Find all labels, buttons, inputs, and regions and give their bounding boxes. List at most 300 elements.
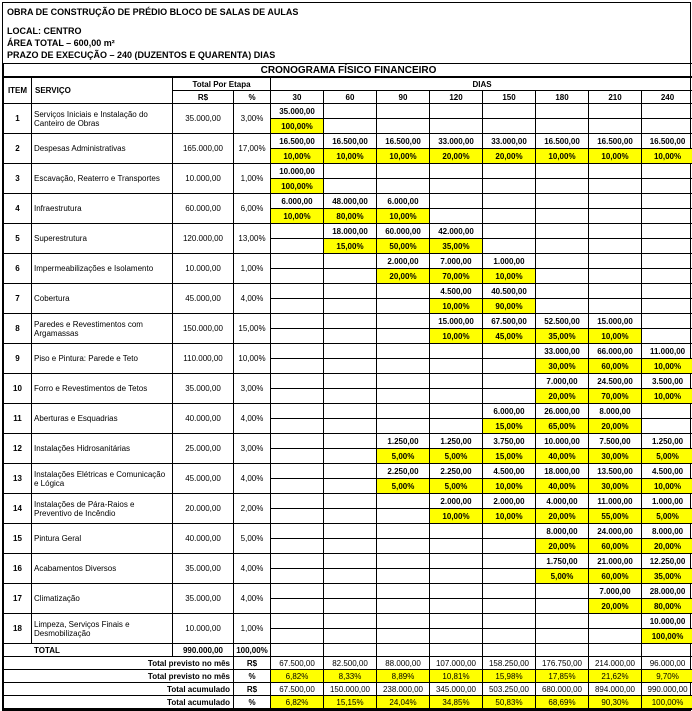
day-value-cell [430, 164, 483, 179]
day-pct-cell [430, 119, 483, 134]
project-title: OBRA DE CONSTRUÇÃO DE PRÉDIO BLOCO DE SALAS DE AULAS [7, 6, 686, 18]
day-pct-cell [324, 179, 377, 194]
day-pct-cell [324, 269, 377, 284]
day-value-cell [642, 104, 692, 119]
item-number: 2 [4, 134, 32, 164]
day-value-cell: 10.000,00 [642, 614, 692, 629]
document-header [3, 3, 690, 63]
service-name: Infraestrutura [32, 194, 173, 224]
day-value-cell: 7.000,00 [536, 374, 589, 389]
item-number: 6 [4, 254, 32, 284]
day-value-cell: 2.000,00 [377, 254, 430, 269]
stage-total-rs: 10.000,00 [173, 254, 234, 284]
stage-total-pct: 6,00% [234, 194, 271, 224]
stage-total-rs: 110.000,00 [173, 344, 234, 374]
day-pct-cell [536, 119, 589, 134]
header-group-row [4, 77, 692, 91]
day-pct-cell [377, 119, 430, 134]
day-value-cell: 7.500,00 [589, 434, 642, 449]
day-pct-cell: 10,00% [271, 209, 324, 224]
total-row [4, 644, 692, 657]
day-value-cell [271, 314, 324, 329]
day-pct-cell [271, 329, 324, 344]
day-value-cell: 3.750,00 [483, 434, 536, 449]
day-value-cell [642, 284, 692, 299]
day-value-cell: 6.000,00 [271, 194, 324, 209]
day-pct-cell: 10,00% [642, 389, 692, 404]
day-value-cell [642, 404, 692, 419]
col-header-day-150: 150 [483, 91, 536, 104]
day-pct-cell: 30,00% [589, 479, 642, 494]
day-pct-cell [430, 359, 483, 374]
service-row-values [4, 494, 692, 509]
day-value-cell [271, 614, 324, 629]
day-value-cell [271, 464, 324, 479]
item-number: 18 [4, 614, 32, 644]
day-pct-cell [324, 359, 377, 374]
day-value-cell: 40.500,00 [483, 284, 536, 299]
day-value-cell: 2.250,00 [430, 464, 483, 479]
summary-value-cell: 21,62% [589, 670, 642, 683]
day-pct-cell [324, 629, 377, 644]
day-value-cell: 12.250,00 [642, 554, 692, 569]
stage-total-pct: 4,00% [234, 404, 271, 434]
day-pct-cell [430, 539, 483, 554]
col-header-total-group: Total Por Etapa [173, 77, 271, 91]
day-pct-cell: 100,00% [642, 629, 692, 644]
day-pct-cell [430, 599, 483, 614]
day-value-cell: 15.000,00 [589, 314, 642, 329]
stage-total-rs: 150.000,00 [173, 314, 234, 344]
day-pct-cell [483, 239, 536, 254]
day-pct-cell [271, 539, 324, 554]
day-pct-cell: 10,00% [430, 299, 483, 314]
day-value-cell [483, 104, 536, 119]
day-pct-cell: 20,00% [430, 149, 483, 164]
day-pct-cell [324, 389, 377, 404]
total-empty-day-cell [377, 644, 430, 657]
day-pct-cell: 10,00% [642, 149, 692, 164]
stage-total-rs: 165.000,00 [173, 134, 234, 164]
day-value-cell: 1.250,00 [377, 434, 430, 449]
day-value-cell [430, 554, 483, 569]
day-pct-cell [589, 239, 642, 254]
day-pct-cell [430, 569, 483, 584]
summary-value-cell: 214.000,00 [589, 657, 642, 670]
service-name: Acabamentos Diversos [32, 554, 173, 584]
day-value-cell [377, 314, 430, 329]
col-header-day-180: 180 [536, 91, 589, 104]
summary-value-cell: 8,89% [377, 670, 430, 683]
day-pct-cell [324, 119, 377, 134]
day-value-cell [271, 254, 324, 269]
stage-total-rs: 20.000,00 [173, 494, 234, 524]
day-pct-cell [642, 419, 692, 434]
day-pct-cell [589, 119, 642, 134]
day-value-cell [271, 284, 324, 299]
day-pct-cell: 10,00% [642, 359, 692, 374]
day-pct-cell [324, 479, 377, 494]
day-pct-cell [377, 329, 430, 344]
item-number: 11 [4, 404, 32, 434]
day-value-cell [430, 344, 483, 359]
day-pct-cell [324, 329, 377, 344]
day-value-cell [536, 224, 589, 239]
day-value-cell: 52.500,00 [536, 314, 589, 329]
day-value-cell: 24.000,00 [589, 524, 642, 539]
day-pct-cell: 20,00% [377, 269, 430, 284]
day-value-cell: 1.250,00 [642, 434, 692, 449]
total-empty-day-cell [271, 644, 324, 657]
day-pct-cell [430, 179, 483, 194]
stage-total-pct: 3,00% [234, 104, 271, 134]
day-pct-cell [483, 119, 536, 134]
day-pct-cell: 10,00% [271, 149, 324, 164]
service-rows [4, 104, 692, 644]
service-name: Escavação, Reaterro e Transportes [32, 164, 173, 194]
stage-total-rs: 40.000,00 [173, 524, 234, 554]
day-value-cell [271, 524, 324, 539]
day-value-cell: 4.000,00 [536, 494, 589, 509]
day-pct-cell [483, 539, 536, 554]
day-pct-cell: 10,00% [430, 329, 483, 344]
total-rs-value: 990.000,00 [173, 644, 234, 657]
day-value-cell [589, 194, 642, 209]
stage-total-rs: 45.000,00 [173, 464, 234, 494]
summary-value-cell: 10,81% [430, 670, 483, 683]
total-empty-day-cell [324, 644, 377, 657]
day-pct-cell [377, 599, 430, 614]
day-pct-cell [483, 569, 536, 584]
day-value-cell [271, 344, 324, 359]
day-value-cell [324, 164, 377, 179]
day-value-cell: 6.000,00 [483, 404, 536, 419]
day-value-cell [589, 164, 642, 179]
summary-value-cell: 90,30% [589, 696, 642, 710]
service-row-values [4, 614, 692, 629]
item-number: 4 [4, 194, 32, 224]
summary-value-cell: 50,83% [483, 696, 536, 710]
day-value-cell [589, 284, 642, 299]
day-value-cell: 28.000,00 [642, 584, 692, 599]
total-label: TOTAL [4, 644, 173, 657]
day-pct-cell [377, 179, 430, 194]
day-value-cell [324, 284, 377, 299]
day-pct-cell: 40,00% [536, 479, 589, 494]
day-pct-cell [271, 389, 324, 404]
day-value-cell [430, 104, 483, 119]
service-name: Limpeza, Serviços Finais e Desmobilização [32, 614, 173, 644]
service-row-values [4, 524, 692, 539]
service-row-values [4, 254, 692, 269]
day-value-cell [589, 224, 642, 239]
day-pct-cell [483, 179, 536, 194]
service-row-values [4, 344, 692, 359]
item-number: 10 [4, 374, 32, 404]
day-value-cell [642, 254, 692, 269]
col-header-day-210: 210 [589, 91, 642, 104]
day-value-cell [271, 374, 324, 389]
day-pct-cell: 15,00% [483, 419, 536, 434]
day-value-cell [536, 584, 589, 599]
table-title-row [4, 64, 692, 78]
day-pct-cell [589, 209, 642, 224]
service-name: Aberturas e Esquadrias [32, 404, 173, 434]
total-empty-day-cell [536, 644, 589, 657]
day-pct-cell: 80,00% [324, 209, 377, 224]
day-value-cell [324, 374, 377, 389]
day-pct-cell [271, 479, 324, 494]
day-value-cell [377, 344, 430, 359]
summary-value-cell: 88.000,00 [377, 657, 430, 670]
summary-value-cell: 6,82% [271, 670, 324, 683]
day-pct-cell: 10,00% [589, 329, 642, 344]
day-value-cell [324, 254, 377, 269]
service-name: Cobertura [32, 284, 173, 314]
stage-total-pct: 1,00% [234, 614, 271, 644]
summary-value-cell: 67.500,00 [271, 657, 324, 670]
item-number: 14 [4, 494, 32, 524]
day-value-cell: 35.000,00 [271, 104, 324, 119]
service-row-values [4, 104, 692, 119]
day-value-cell: 1.750,00 [536, 554, 589, 569]
summary-value-cell: 24,04% [377, 696, 430, 710]
summary-value-cell: 34,85% [430, 696, 483, 710]
day-value-cell [377, 494, 430, 509]
col-header-dias-group: DIAS [271, 77, 692, 91]
day-pct-cell [430, 209, 483, 224]
day-value-cell [642, 164, 692, 179]
stage-total-pct: 15,00% [234, 314, 271, 344]
stage-total-pct: 4,00% [234, 284, 271, 314]
day-pct-cell: 40,00% [536, 449, 589, 464]
service-row-values [4, 194, 692, 209]
stage-total-pct: 1,00% [234, 164, 271, 194]
stage-total-rs: 120.000,00 [173, 224, 234, 254]
day-value-cell: 6.000,00 [377, 194, 430, 209]
project-deadline: PRAZO DE EXECUÇÃO – 240 (DUZENTOS E QUARENTA) DIAS [7, 49, 686, 61]
day-value-cell [377, 404, 430, 419]
day-value-cell: 2.250,00 [377, 464, 430, 479]
day-pct-cell [536, 629, 589, 644]
service-name: Climatização [32, 584, 173, 614]
day-value-cell [536, 254, 589, 269]
summary-unit: R$ [234, 683, 271, 696]
day-pct-cell [377, 569, 430, 584]
day-pct-cell: 35,00% [642, 569, 692, 584]
col-header-service: SERVIÇO [32, 77, 173, 104]
day-pct-cell [642, 269, 692, 284]
service-name: Pintura Geral [32, 524, 173, 554]
stage-total-rs: 25.000,00 [173, 434, 234, 464]
summary-label: Total previsto no mês [4, 670, 234, 683]
day-value-cell: 33.000,00 [430, 134, 483, 149]
summary-value-cell: 15,15% [324, 696, 377, 710]
day-pct-cell [536, 599, 589, 614]
summary-value-cell: 82.500,00 [324, 657, 377, 670]
project-location: LOCAL: CENTRO [7, 25, 686, 37]
service-row-values [4, 164, 692, 179]
summary-value-cell: 8,33% [324, 670, 377, 683]
stage-total-pct: 4,00% [234, 464, 271, 494]
day-value-cell: 33.000,00 [536, 344, 589, 359]
day-pct-cell: 10,00% [536, 149, 589, 164]
day-pct-cell: 10,00% [483, 269, 536, 284]
summary-value-cell: 345.000,00 [430, 683, 483, 696]
item-number: 8 [4, 314, 32, 344]
day-value-cell: 4.500,00 [430, 284, 483, 299]
day-pct-cell [271, 269, 324, 284]
item-number: 9 [4, 344, 32, 374]
service-name: Piso e Pintura: Parede e Teto [32, 344, 173, 374]
day-value-cell [483, 344, 536, 359]
day-value-cell: 10.000,00 [536, 434, 589, 449]
day-value-cell: 60.000,00 [377, 224, 430, 239]
day-value-cell [483, 524, 536, 539]
stage-total-pct: 2,00% [234, 494, 271, 524]
summary-value-cell: 68,69% [536, 696, 589, 710]
day-value-cell [377, 614, 430, 629]
summary-value-cell: 680.000,00 [536, 683, 589, 696]
summary-row [4, 683, 692, 696]
summary-row [4, 657, 692, 670]
day-value-cell [324, 434, 377, 449]
service-row-values [4, 134, 692, 149]
day-value-cell: 16.500,00 [589, 134, 642, 149]
day-pct-cell: 5,00% [377, 449, 430, 464]
day-pct-cell: 10,00% [377, 149, 430, 164]
item-number: 15 [4, 524, 32, 554]
day-value-cell [430, 584, 483, 599]
day-pct-cell [589, 179, 642, 194]
day-pct-cell [377, 629, 430, 644]
day-pct-cell [377, 419, 430, 434]
day-pct-cell [271, 449, 324, 464]
day-value-cell [483, 164, 536, 179]
day-value-cell [483, 194, 536, 209]
day-pct-cell [377, 359, 430, 374]
day-pct-cell: 10,00% [589, 149, 642, 164]
summary-value-cell: 238.000,00 [377, 683, 430, 696]
summary-value-cell: 15,98% [483, 670, 536, 683]
summary-value-cell: 9,70% [642, 670, 692, 683]
day-value-cell [483, 224, 536, 239]
day-value-cell: 16.500,00 [536, 134, 589, 149]
service-name: Instalações Hidrosanitárias [32, 434, 173, 464]
day-pct-cell [377, 509, 430, 524]
day-pct-cell: 20,00% [589, 599, 642, 614]
day-pct-cell: 35,00% [430, 239, 483, 254]
service-name: Instalações de Pára-Raios e Preventivo de Incêndio [32, 494, 173, 524]
day-pct-cell: 20,00% [483, 149, 536, 164]
day-value-cell: 67.500,00 [483, 314, 536, 329]
day-value-cell [377, 524, 430, 539]
day-pct-cell: 5,00% [430, 449, 483, 464]
item-number: 16 [4, 554, 32, 584]
day-value-cell [536, 104, 589, 119]
day-value-cell: 2.000,00 [430, 494, 483, 509]
day-value-cell [430, 404, 483, 419]
total-empty-day-cell [589, 644, 642, 657]
stage-total-rs: 45.000,00 [173, 284, 234, 314]
day-pct-cell [271, 299, 324, 314]
day-pct-cell [483, 209, 536, 224]
summary-label: Total acumulado [4, 683, 234, 696]
summary-value-cell: 67.500,00 [271, 683, 324, 696]
day-value-cell: 18.000,00 [324, 224, 377, 239]
day-pct-cell: 30,00% [589, 449, 642, 464]
total-empty-day-cell [642, 644, 692, 657]
day-pct-cell [324, 509, 377, 524]
day-value-cell [483, 374, 536, 389]
total-empty-day-cell [430, 644, 483, 657]
day-value-cell: 10.000,00 [271, 164, 324, 179]
stage-total-rs: 35.000,00 [173, 584, 234, 614]
day-pct-cell: 30,00% [536, 359, 589, 374]
day-value-cell [642, 194, 692, 209]
day-value-cell [324, 494, 377, 509]
service-row-values [4, 374, 692, 389]
service-row-values [4, 554, 692, 569]
summary-row [4, 696, 692, 710]
day-value-cell [271, 554, 324, 569]
day-pct-cell: 100,00% [271, 179, 324, 194]
total-empty-day-cell [483, 644, 536, 657]
day-value-cell [430, 524, 483, 539]
table-title: CRONOGRAMA FÍSICO FINANCEIRO [4, 64, 692, 78]
day-value-cell: 26.000,00 [536, 404, 589, 419]
day-value-cell: 2.000,00 [483, 494, 536, 509]
cronograma-table [3, 63, 692, 710]
summary-row [4, 670, 692, 683]
day-value-cell: 21.000,00 [589, 554, 642, 569]
day-value-cell [536, 194, 589, 209]
day-value-cell [589, 614, 642, 629]
day-value-cell [377, 104, 430, 119]
service-name: Superestrutura [32, 224, 173, 254]
day-pct-cell [324, 539, 377, 554]
stage-total-rs: 40.000,00 [173, 404, 234, 434]
day-value-cell [324, 464, 377, 479]
stage-total-pct: 17,00% [234, 134, 271, 164]
stage-total-rs: 60.000,00 [173, 194, 234, 224]
day-pct-cell [642, 179, 692, 194]
day-value-cell: 66.000,00 [589, 344, 642, 359]
day-pct-cell [589, 269, 642, 284]
service-name: Forro e Revestimentos de Tetos [32, 374, 173, 404]
summary-value-cell: 990.000,00 [642, 683, 692, 696]
day-value-cell [324, 584, 377, 599]
day-pct-cell: 10,00% [642, 479, 692, 494]
day-pct-cell: 20,00% [536, 539, 589, 554]
day-pct-cell: 20,00% [642, 539, 692, 554]
day-pct-cell [430, 389, 483, 404]
item-number: 12 [4, 434, 32, 464]
day-pct-cell: 65,00% [536, 419, 589, 434]
day-pct-cell: 70,00% [430, 269, 483, 284]
day-value-cell: 16.500,00 [377, 134, 430, 149]
day-pct-cell: 20,00% [536, 389, 589, 404]
day-pct-cell [377, 539, 430, 554]
day-value-cell [271, 224, 324, 239]
day-pct-cell [377, 389, 430, 404]
day-value-cell: 3.500,00 [642, 374, 692, 389]
stage-total-pct: 1,00% [234, 254, 271, 284]
day-value-cell [642, 224, 692, 239]
day-value-cell [642, 314, 692, 329]
service-name: Despesas Administrativas [32, 134, 173, 164]
day-pct-cell [642, 209, 692, 224]
